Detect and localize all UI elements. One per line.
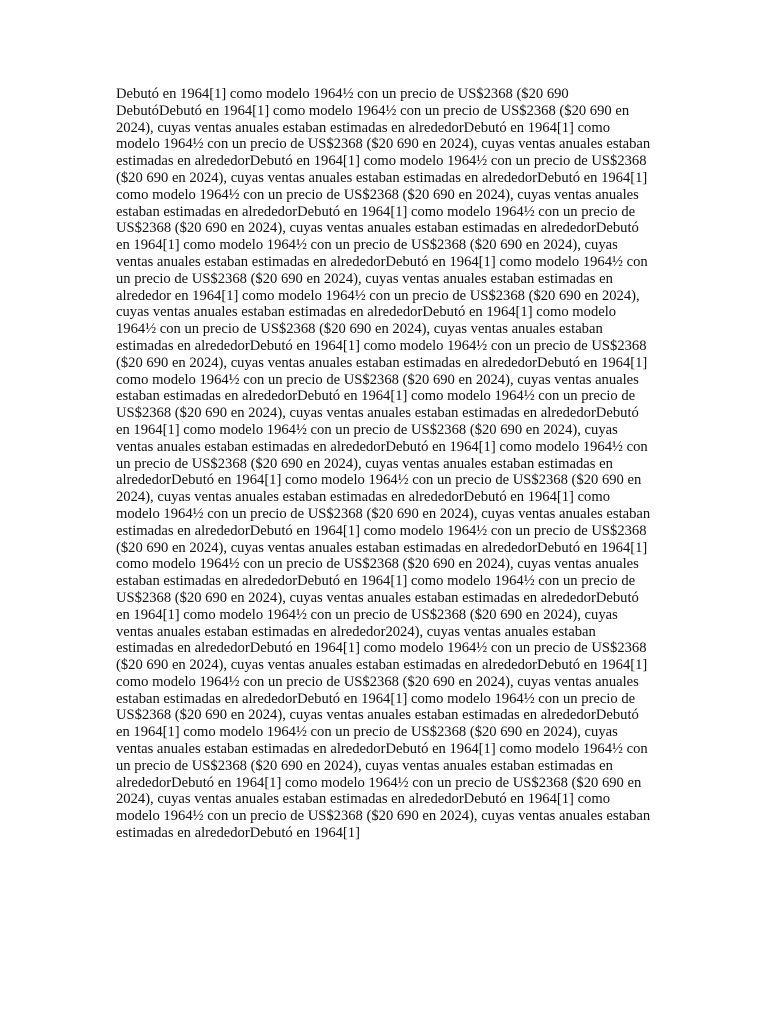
body-paragraph: Debutó en 1964[1] como modelo 1964½ con un precio de US$2368 ($20 690 DebutóDebutó en 1964[1] como modelo 1964½ con un precio de US$2368 ($20 690 en 2024), cuyas ventas anuales estaban estimadas en alrededorDebutó en 1964[1] como modelo 1964½ con un precio de US$2368 ($20 690 en 2024), cuyas ventas anuales estaban estimadas en alrededorDebutó en 1964[1] como modelo 1964½ con un precio de US$2368 ($20 690 en 2024), cuyas ventas anuales estaban estimadas en alrededorDebutó en 1964[1] como modelo 1964½ con un precio de US$2368 ($20 690 en 2024), cuyas ventas anuales estaban estimadas en alrededorDebutó en 1964[1] como modelo 1964½ con un precio de US$2368 ($20 690 en 2024), cuyas ventas anuales estaban estimadas en alrededorDebutó en 1964[1] como modelo 1964½ con un precio de US$2368 ($20 690 en 2024), cuyas ventas anuales estaban estimadas en alrededorDebutó en 1964[1] como modelo 1964½ con un precio de US$2368 ($20 690 en 2024), cuyas ventas anuales estaban estimadas en alrededor en 1964[1] como modelo 1964½ con un precio de US$2368 ($20 690 en 2024), cuyas ventas anuales estaban estimadas en alrededorDebutó en 1964[1] como modelo 1964½ con un precio de US$2368 ($20 690 en 2024), cuyas ventas anuales estaban estimadas en alrededorDebutó en 1964[1] como modelo 1964½ con un precio de US$2368 ($20 690 en 2024), cuyas ventas anuales estaban estimadas en alrededorDebutó en 1964[1] como modelo 1964½ con un precio de US$2368 ($20 690 en 2024), cuyas ventas anuales estaban estimadas en alrededorDebutó en 1964[1] como modelo 1964½ con un precio de US$2368 ($20 690 en 2024), cuyas ventas anuales estaban estimadas en alrededorDebutó en 1964[1] como modelo 1964½ con un precio de US$2368 ($20 690 en 2024), cuyas ventas anuales estaban estimadas en alrededorDebutó en 1964[1] como modelo 1964½ con un precio de US$2368 ($20 690 en 2024), cuyas ventas anuales estaban estimadas en alrededorDebutó en 1964[1] como modelo 1964½ con un precio de US$2368 ($20 690 en 2024), cuyas ventas anuales estaban estimadas en alrededorDebutó en 1964[1] como modelo 1964½ con un precio de US$2368 ($20 690 en 2024), cuyas ventas anuales estaban estimadas en alrededorDebutó en 1964[1] como modelo 1964½ con un precio de US$2368 ($20 690 en 2024), cuyas ventas anuales estaban estimadas en alrededorDebutó en 1964[1] como modelo 1964½ con un precio de US$2368 ($20 690 en 2024), cuyas ventas anuales estaban estimadas en alrededorDebutó en 1964[1] como modelo 1964½ con un precio de US$2368 ($20 690 en 2024), cuyas ventas anuales estaban estimadas en alrededorDebutó en 1964[1] como modelo 1964½ con un precio de US$2368 ($20 690 en 2024), cuyas ventas anuales estaban estimadas en alrededor2024), cuyas ventas anuales estaban estimadas en alrededorDebutó en 1964[1] como modelo 1964½ con un precio de US$2368 ($20 690 en 2024), cuyas ventas anuales estaban estimadas en alrededorDebutó en 1964[1] como modelo 1964½ con un precio de US$2368 ($20 690 en 2024), cuyas ventas anuales estaban estimadas en alrededorDebutó en 1964[1] como modelo 1964½ con un precio de US$2368 ($20 690 en 2024), cuyas ventas anuales estaban estimadas en alrededorDebutó en 1964[1] como modelo 1964½ con un precio de US$2368 ($20 690 en 2024), cuyas ventas anuales estaban estimadas en alrededorDebutó en 1964[1] como modelo 1964½ con un precio de US$2368 ($20 690 en 2024), cuyas ventas anuales estaban estimadas en alrededorDebutó en 1964[1] como modelo 1964½ con un precio de US$2368 ($20 690 en 2024), cuyas ventas anuales estaban estimadas en alrededorDebutó en 1964[1] como modelo 1964½ con un precio de US$2368 ($20 690 en 2024), cuyas ventas anuales estaban estimadas en alrededorDebutó en 1964[1] bbox=[116, 86, 651, 842]
